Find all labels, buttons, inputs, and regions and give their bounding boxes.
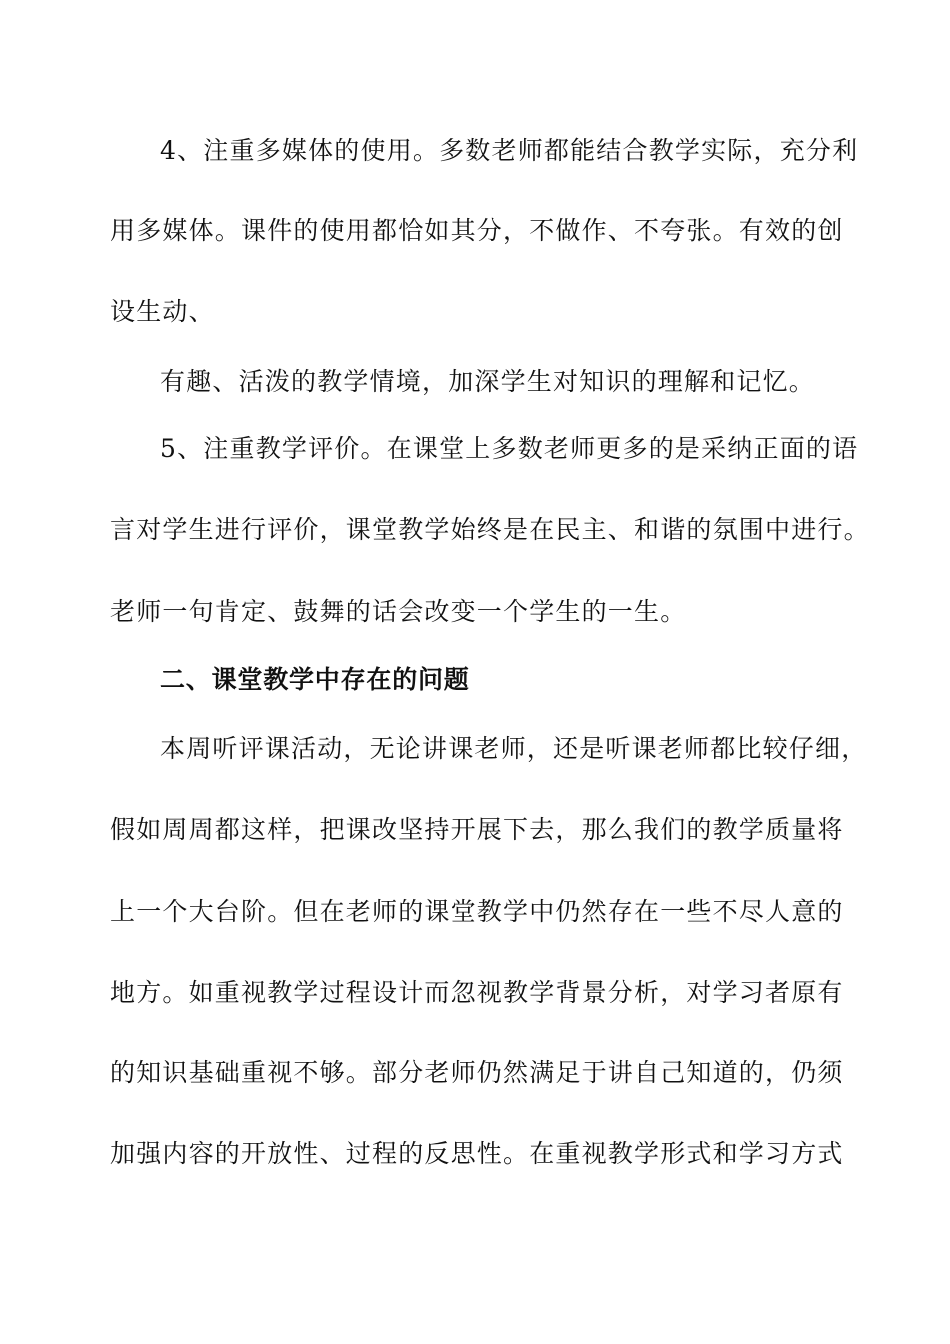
paragraph-line: 假如周周都这样，把课改坚持开展下去，那么我们的教学质量将 <box>110 815 844 844</box>
paragraph-line: 有趣、活泼的教学情境，加深学生对知识的理解和记忆。 <box>160 367 816 396</box>
paragraph-line: 本周听评课活动，无论讲课老师，还是听课老师都比较仔细， <box>160 734 868 763</box>
paragraph-line: 地方。如重视教学过程设计而忽视教学背景分析，对学习者原有 <box>110 978 844 1007</box>
paragraph-line: 用多媒体。课件的使用都恰如其分，不做作、不夸张。有效的创 <box>110 216 844 245</box>
section-heading: 二、课堂教学中存在的问题 <box>160 665 470 694</box>
paragraph-line: 5、注重教学评价。在课堂上多数老师更多的是采纳正面的语 <box>160 434 859 463</box>
paragraph-line: 加强内容的开放性、过程的反思性。在重视教学形式和学习方式 <box>110 1139 844 1168</box>
paragraph-line: 上一个大台阶。但在老师的课堂教学中仍然存在一些不尽人意的 <box>110 897 844 926</box>
paragraph-line: 4、注重多媒体的使用。多数老师都能结合教学实际，充分利 <box>160 136 859 165</box>
paragraph-line: 的知识基础重视不够。部分老师仍然满足于讲自己知道的，仍须 <box>110 1058 844 1087</box>
paragraph-line: 设生动、 <box>110 297 215 326</box>
paragraph-line: 老师一句肯定、鼓舞的话会改变一个学生的一生。 <box>110 597 687 626</box>
paragraph-line: 言对学生进行评价，课堂教学始终是在民主、和谐的氛围中进行。 <box>110 515 870 544</box>
